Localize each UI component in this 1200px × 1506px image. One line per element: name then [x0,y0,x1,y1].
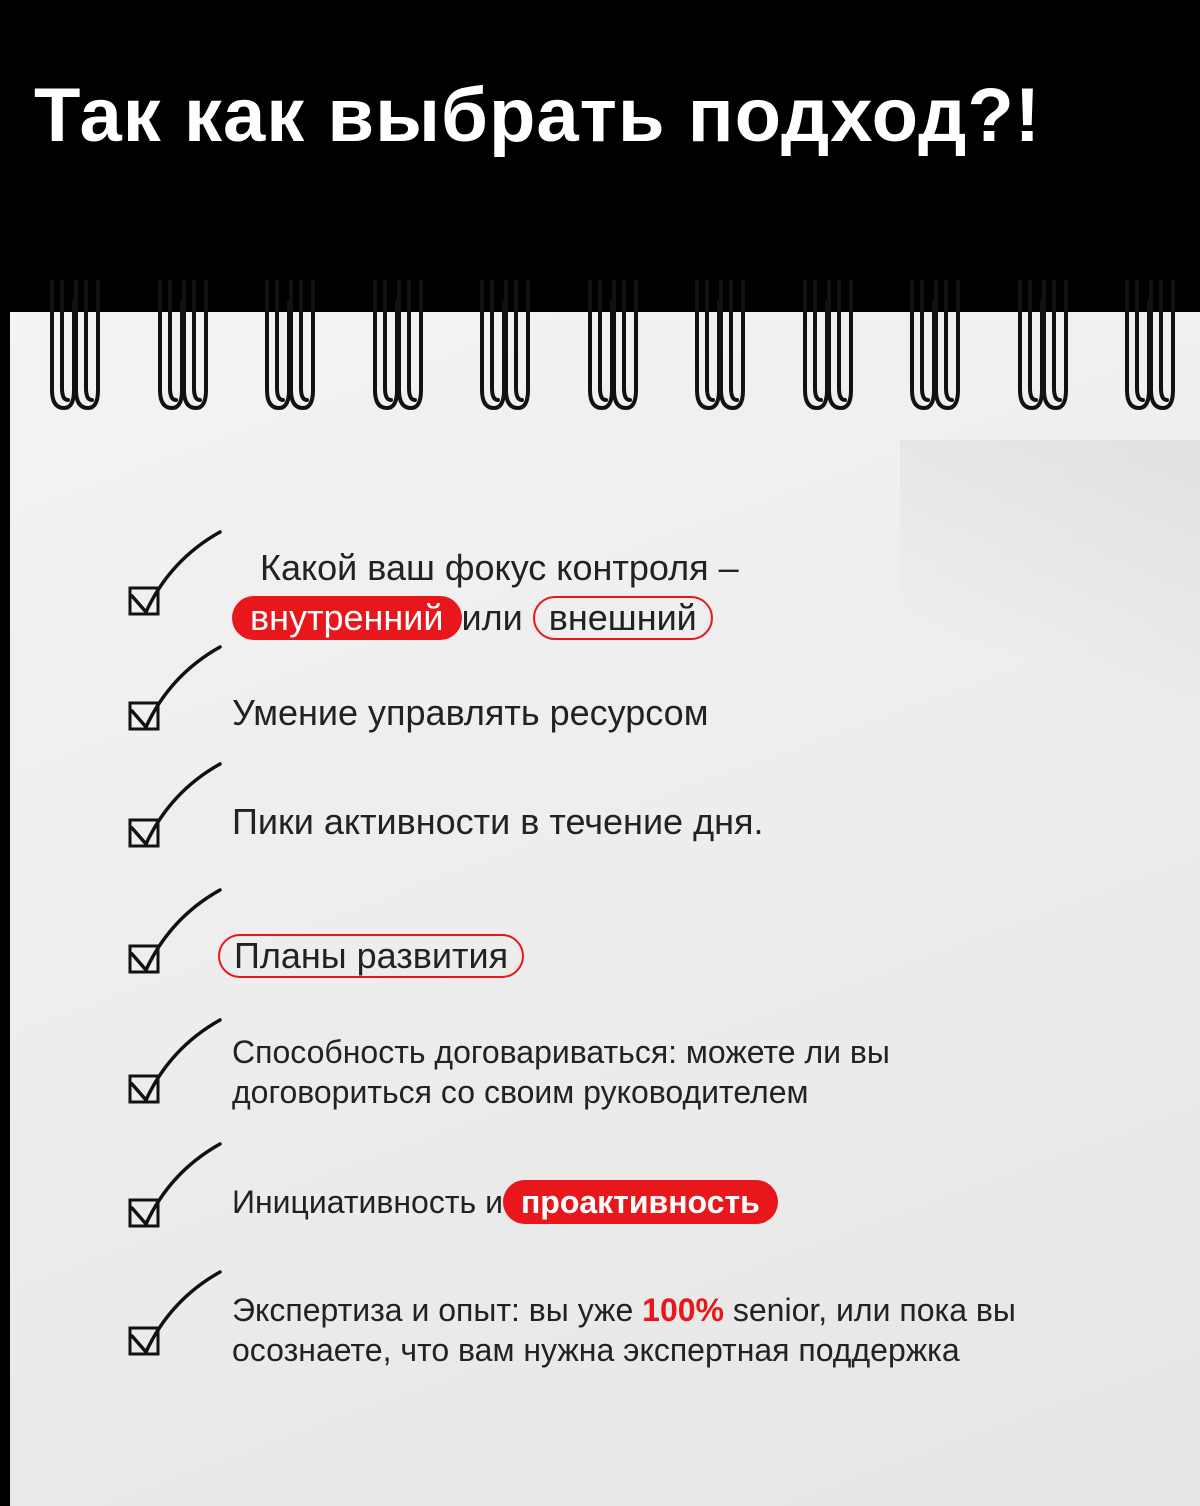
text-before: Экспертиза и опыт: вы уже [232,1292,634,1328]
item-text: Умение управлять ресурсом [232,692,709,733]
percent-highlight: 100% [642,1292,724,1328]
list-item [120,645,1170,745]
checkbox-check-icon [120,530,230,630]
binding-ring-icon [1014,272,1072,412]
text-after: senior, или пока вы [732,1292,1016,1328]
binding-ring-icon [261,272,319,412]
list-item [120,1142,1170,1252]
binding-ring-icon [369,272,427,412]
checkbox-check-icon [120,888,230,988]
external-pill: внешний [533,596,713,640]
binding-ring-icon [799,272,857,412]
connector-text: или [461,597,523,638]
binding-ring-icon [46,272,104,412]
checkbox-check-icon [120,1018,230,1118]
item-line: Какой ваш фокус контроля – [260,547,739,588]
binding-ring-icon [584,272,642,412]
list-item [120,520,1170,650]
internal-pill: внутренний [232,596,462,640]
binding-ring-icon [906,272,964,412]
item-text [232,1180,778,1224]
binding-ring-icon [691,272,749,412]
page-title: Так как выбрать подход?! [34,73,1042,158]
checkbox-check-icon [120,762,230,862]
list-item [120,888,1170,988]
plans-pill: Планы развития [218,934,524,978]
item-line: Способность договариваться: можете ли вы [232,1034,890,1070]
item-text [232,546,739,640]
proactive-pill: проактивность [503,1180,778,1224]
item-text: Пики активности в течение дня. [232,801,764,842]
item-line: Инициативность и [232,1184,503,1220]
item-text [232,1032,890,1112]
binding-ring-icon [1121,272,1179,412]
checkbox-check-icon [120,645,230,745]
item-text [218,934,524,978]
item-line: договориться со своим руководителем [232,1074,809,1110]
item-line: осознаете, что вам нужна экспертная поддержка [232,1332,960,1368]
binding-ring-icon [476,272,534,412]
item-line [232,596,739,640]
list-item [120,1018,1170,1128]
item-line [232,1290,1016,1330]
list-item [120,762,1170,862]
binding-ring-icon [154,272,212,412]
checkbox-check-icon [120,1142,230,1242]
spiral-binding [0,272,1200,422]
list-item [120,1270,1170,1380]
checkbox-check-icon [120,1270,230,1370]
item-text [232,1290,1016,1370]
